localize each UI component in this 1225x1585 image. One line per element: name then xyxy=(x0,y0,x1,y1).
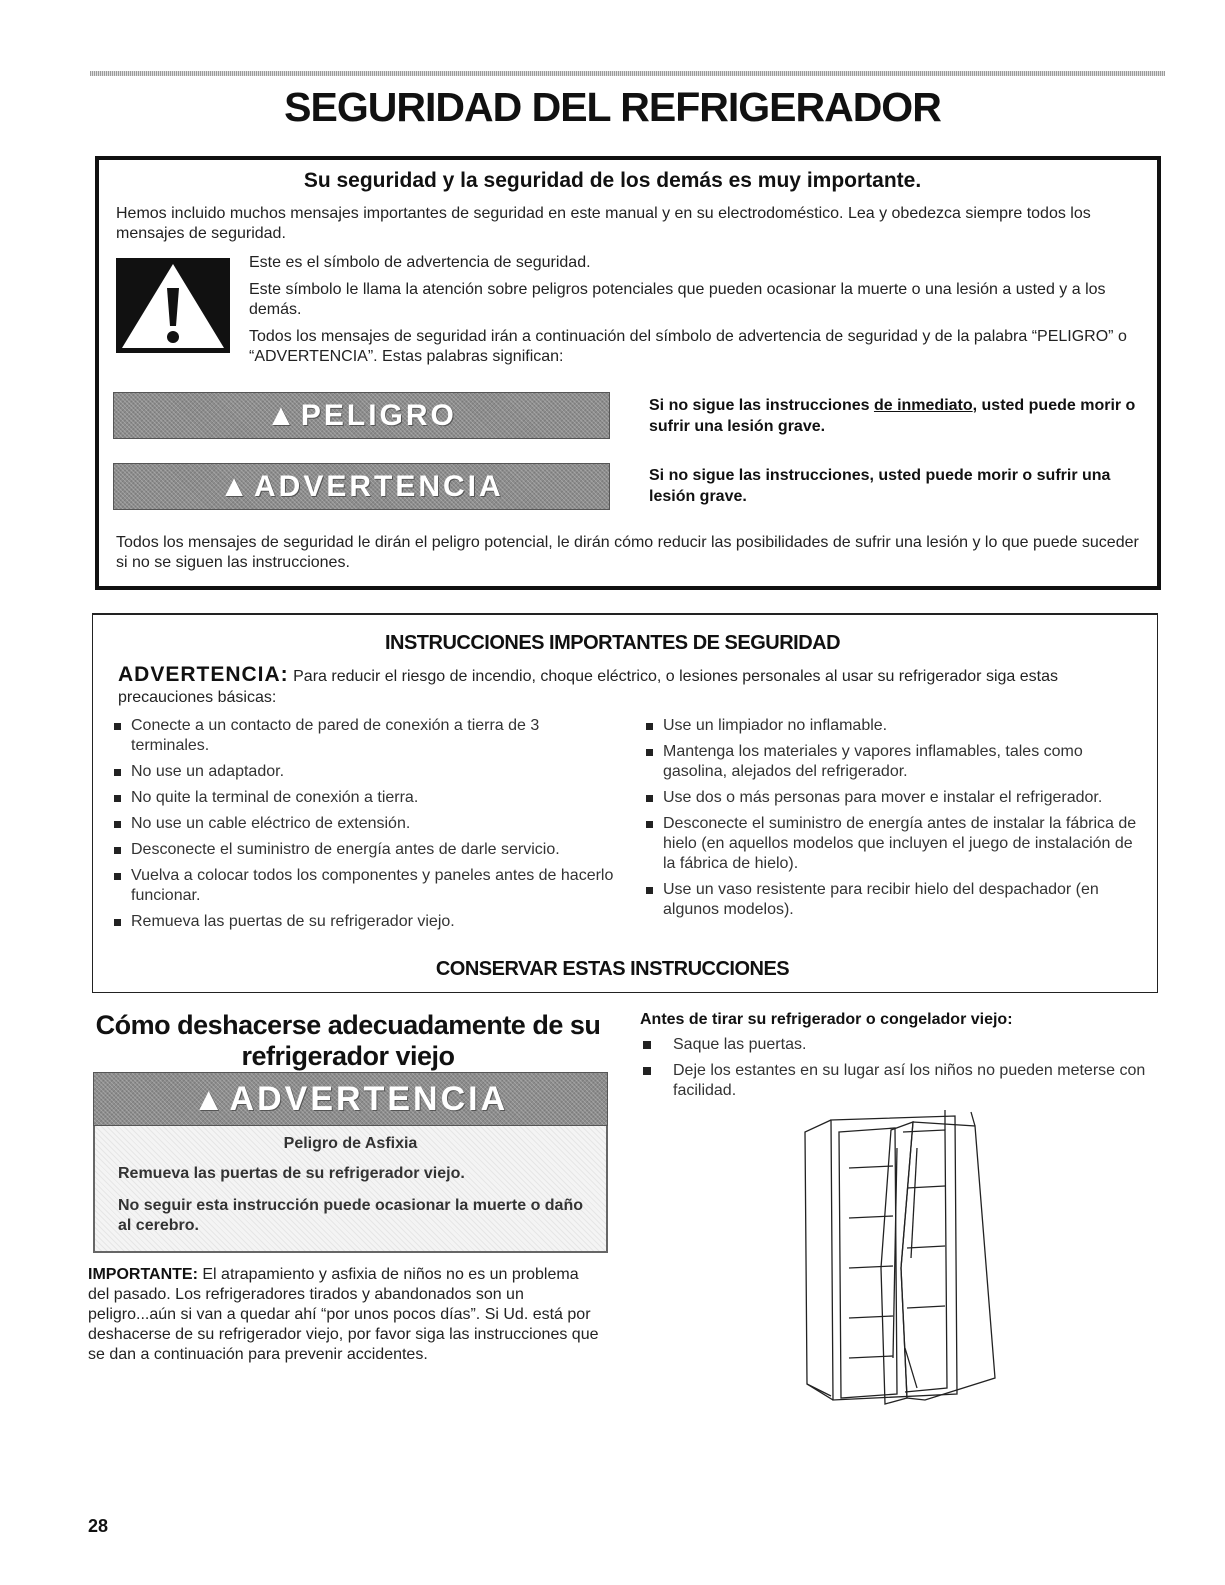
instructions-warning-label: ADVERTENCIA: xyxy=(118,663,289,686)
advertencia-description: Si no sigue las instrucciones, usted puede morir o sufrir una lesión grave. xyxy=(649,467,1111,505)
list-item: Saque las puertas. xyxy=(643,1035,1153,1055)
symbol-paragraph-3: Todos los mensajes de seguridad irán a continuación del símbolo de advertencia de seguridad y de la palabra “PELIGRO” o “ADVERTENCIA”. Estas palabras significan: xyxy=(249,328,1127,365)
save-instructions-title: CONSERVAR ESTAS INSTRUCCIONES xyxy=(435,958,790,980)
left-precautions-list xyxy=(114,716,614,938)
asphyxia-line-1: Remueva las puertas de su refrigerador viejo. xyxy=(118,1165,465,1182)
list-item: Conecte a un contacto de pared de conexión a tierra de 3 terminales. xyxy=(114,716,614,756)
symbol-paragraph-1: Este es el símbolo de advertencia de seguridad. xyxy=(249,254,591,271)
peligro-description: Si no sigue las instrucciones de inmediato, usted puede morir o sufrir una lesión grave. xyxy=(649,397,1136,435)
disposal-title: Cómo deshacerse adecuadamente de su refrigerador viejo xyxy=(95,1010,601,1071)
list-item: Use un vaso resistente para recibir hielo del despachador (en algunos modelos). xyxy=(646,880,1141,920)
peligro-label: PELIGRO xyxy=(300,398,457,432)
warning-triangle-icon: ▲ xyxy=(192,1080,228,1117)
asphyxia-advertencia-label: ADVERTENCIA xyxy=(229,1079,509,1118)
list-item: No use un adaptador. xyxy=(114,762,614,782)
asphyxia-line-2: No seguir esta instrucción puede ocasionar la muerte o daño al cerebro. xyxy=(118,1197,583,1234)
top-rule xyxy=(90,71,1165,76)
page-number: 28 xyxy=(88,1516,109,1536)
list-item: Use dos o más personas para mover e instalar el refrigerador. xyxy=(646,788,1141,808)
list-item: Remueva las puertas de su refrigerador viejo. xyxy=(114,912,614,932)
list-item: No use un cable eléctrico de extensión. xyxy=(114,814,614,834)
safety-heading: Su seguridad y la seguridad de los demás es muy importante. xyxy=(303,169,922,192)
important-label: IMPORTANTE: xyxy=(88,1266,198,1283)
page-title: SEGURIDAD DEL REFRIGERADOR xyxy=(284,84,941,130)
warning-triangle-icon: ▲ xyxy=(266,398,299,432)
advertencia-label: ADVERTENCIA xyxy=(254,469,504,503)
safety-alert-icon xyxy=(116,258,230,353)
instructions-warning-text: Para reducir el riesgo de incendio, choque eléctrico, o lesiones personales al usar su refrigerador siga estas precauciones básicas: xyxy=(118,668,1058,706)
list-item: No quite la terminal de conexión a tierra. xyxy=(114,788,614,808)
right-precautions-list xyxy=(646,716,1141,926)
list-item: Desconecte el suministro de energía antes de darle servicio. xyxy=(114,840,614,860)
safety-closing: Todos los mensajes de seguridad le dirán el peligro potencial, le dirán cómo reducir las posibilidades de sufrir una lesión y lo que puede suceder si no se siguen las instrucciones. xyxy=(116,534,1139,571)
list-item: Mantenga los materiales y vapores inflamables, tales como gasolina, alejados del refrigerador. xyxy=(646,742,1141,782)
important-paragraph xyxy=(88,1265,603,1365)
before-disposal-list xyxy=(643,1035,1153,1107)
asphyxia-hazard: Peligro de Asfixia xyxy=(283,1135,418,1152)
warning-triangle-icon: ▲ xyxy=(219,469,252,503)
instructions-warning xyxy=(118,664,1118,708)
list-item: Use un limpiador no inflamable. xyxy=(646,716,1141,736)
refrigerator-illustration xyxy=(795,1108,1010,1408)
list-item: Vuelva a colocar todos los componentes y paneles antes de hacerlo funcionar. xyxy=(114,866,614,906)
list-item: Desconecte el suministro de energía antes de instalar la fábrica de hielo (en aquellos modelos que incluyen el juego de instalación de la fábrica de hielo). xyxy=(646,814,1141,874)
peligro-banner xyxy=(113,392,610,439)
important-text: El atrapamiento y asfixia de niños no es un problema del pasado. Los refrigeradores tirados y abandonados son un peligro...aún si van a quedar ahí “por unos pocos días”. Si Ud. está por deshacerse de su refrigerador viejo, por favor siga las instrucciones que se dan a continuación para prevenir accidentes. xyxy=(88,1266,599,1363)
before-disposal-title: Antes de tirar su refrigerador o congelador viejo: xyxy=(640,1011,1013,1028)
list-item: Deje los estantes en su lugar así los niños no pueden meterse con facilidad. xyxy=(643,1061,1153,1101)
symbol-paragraph-2: Este símbolo le llama la atención sobre peligros potenciales que pueden ocasionar la muerte o una lesión a usted y a los demás. xyxy=(249,281,1106,318)
asphyxia-advertencia-banner xyxy=(93,1072,608,1126)
safety-intro: Hemos incluido muchos mensajes importantes de seguridad en este manual y en su electrodoméstico. Lea y obedezca siempre todos los mensajes de seguridad. xyxy=(116,205,1091,242)
advertencia-banner xyxy=(113,463,610,510)
instructions-title: INSTRUCCIONES IMPORTANTES DE SEGURIDAD xyxy=(384,632,841,654)
